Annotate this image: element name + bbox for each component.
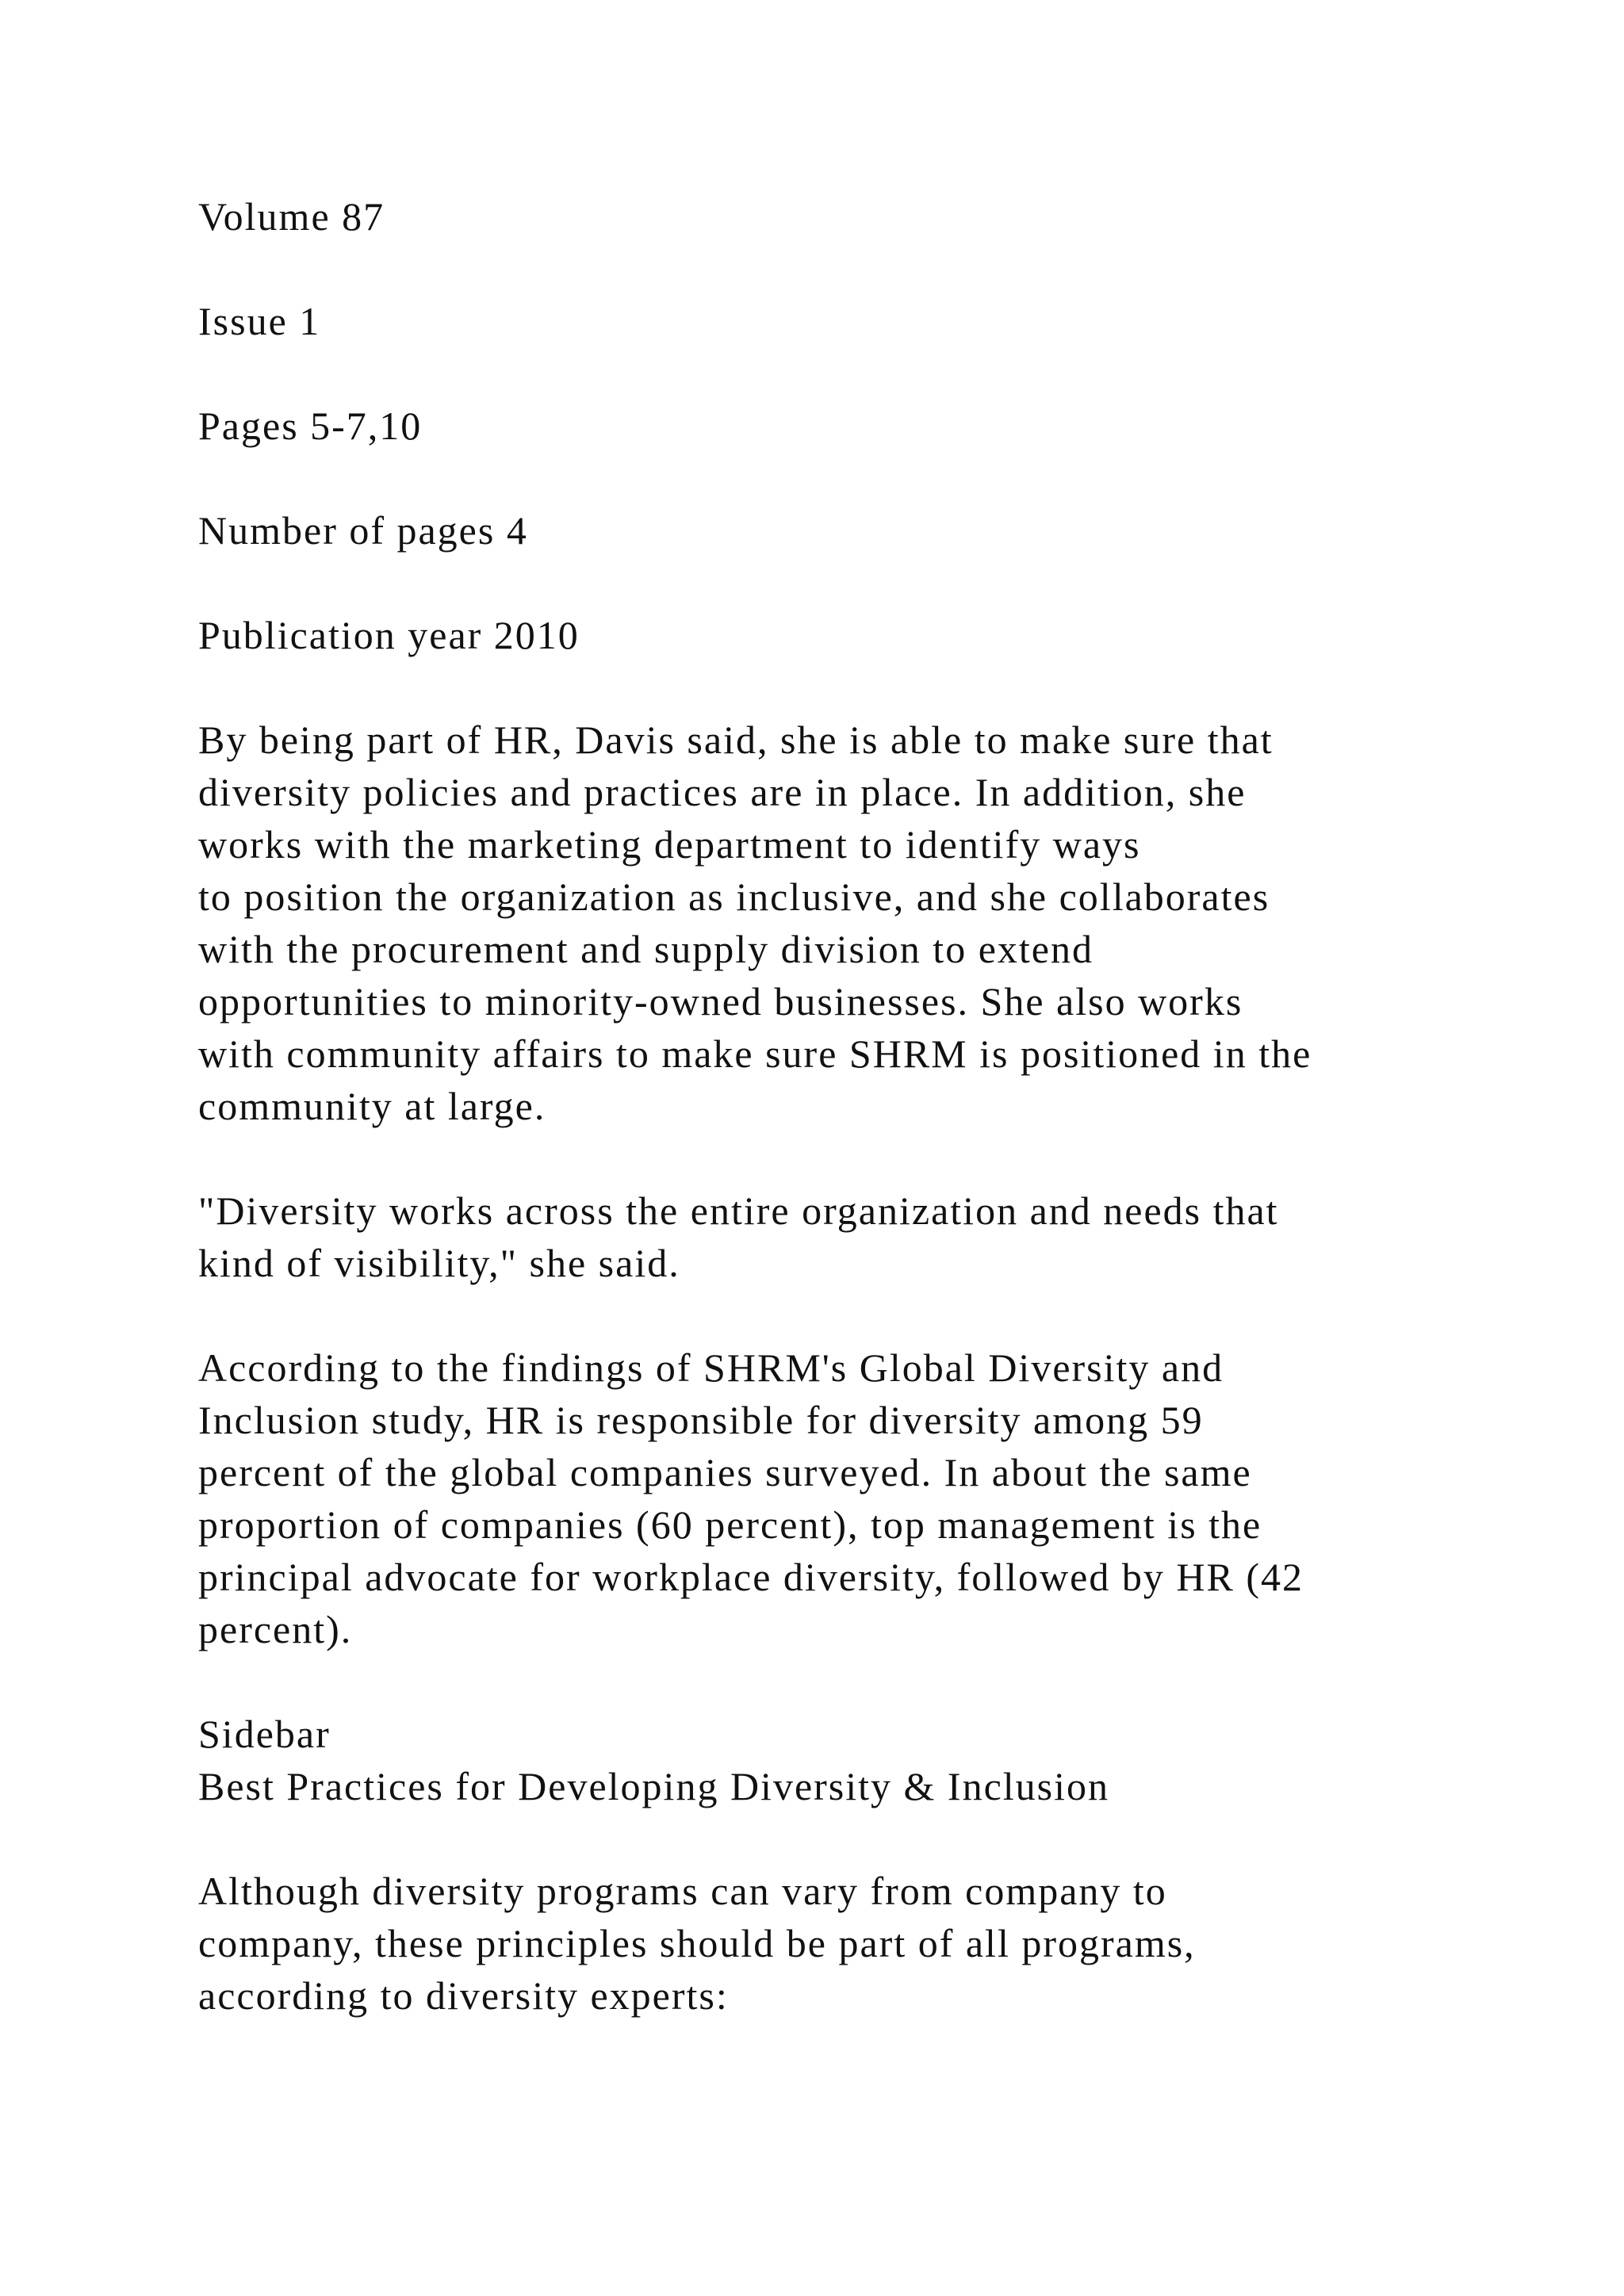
text-line: according to diversity experts:	[198, 1973, 729, 2018]
spacer	[198, 557, 1507, 609]
text-line: "Diversity works across the entire organization and needs that	[198, 1188, 1279, 1233]
spacer	[198, 1289, 1507, 1341]
spacer	[198, 1132, 1507, 1184]
document-body	[198, 190, 1507, 2022]
paragraph-quote	[198, 1184, 1507, 1289]
text-line: community at large.	[198, 1084, 546, 1128]
spacer	[198, 347, 1507, 400]
text-line: According to the findings of SHRM's Global Diversity and	[198, 1345, 1224, 1390]
publication-year-line: Publication year 2010	[198, 613, 580, 657]
volume-line: Volume 87	[198, 194, 385, 239]
sidebar-label: Sidebar	[198, 1712, 331, 1756]
issue-line: Issue 1	[198, 299, 321, 343]
text-line: percent).	[198, 1607, 353, 1651]
text-line: opportunities to minority-owned businesses. She also works	[198, 979, 1243, 1024]
spacer	[198, 1812, 1507, 1865]
text-line: percent of the global companies surveyed. In about the same	[198, 1450, 1252, 1494]
spacer	[198, 1655, 1507, 1708]
text-line: principal advocate for workplace diversity, followed by HR (42	[198, 1555, 1304, 1599]
spacer	[198, 661, 1507, 714]
text-line: diversity policies and practices are in place. In addition, she	[198, 770, 1247, 814]
text-line: to position the organization as inclusive, and she collaborates	[198, 874, 1270, 919]
pages-line: Pages 5-7,10	[198, 404, 423, 448]
paragraph-principles-intro	[198, 1865, 1507, 2022]
text-line: works with the marketing department to identify ways	[198, 822, 1141, 867]
spacer	[198, 452, 1507, 504]
paragraph-davis-role	[198, 714, 1507, 1132]
paragraph-study-findings	[198, 1341, 1507, 1655]
text-line: By being part of HR, Davis said, she is able to make sure that	[198, 718, 1274, 762]
sidebar-title: Best Practices for Developing Diversity & Inclusion	[198, 1764, 1109, 1808]
text-line: with community affairs to make sure SHRM is positioned in the	[198, 1031, 1312, 1076]
text-line: proportion of companies (60 percent), top management is the	[198, 1502, 1262, 1547]
number-of-pages-line: Number of pages 4	[198, 508, 528, 553]
text-line: kind of visibility," she said.	[198, 1241, 680, 1285]
text-line: Inclusion study, HR is responsible for diversity among 59	[198, 1398, 1204, 1442]
text-line: company, these principles should be part of all programs,	[198, 1921, 1196, 1965]
spacer	[198, 243, 1507, 295]
sidebar-heading	[198, 1708, 1507, 1812]
text-line: Although diversity programs can vary from company to	[198, 1869, 1167, 1913]
text-line: with the procurement and supply division to extend	[198, 927, 1094, 971]
